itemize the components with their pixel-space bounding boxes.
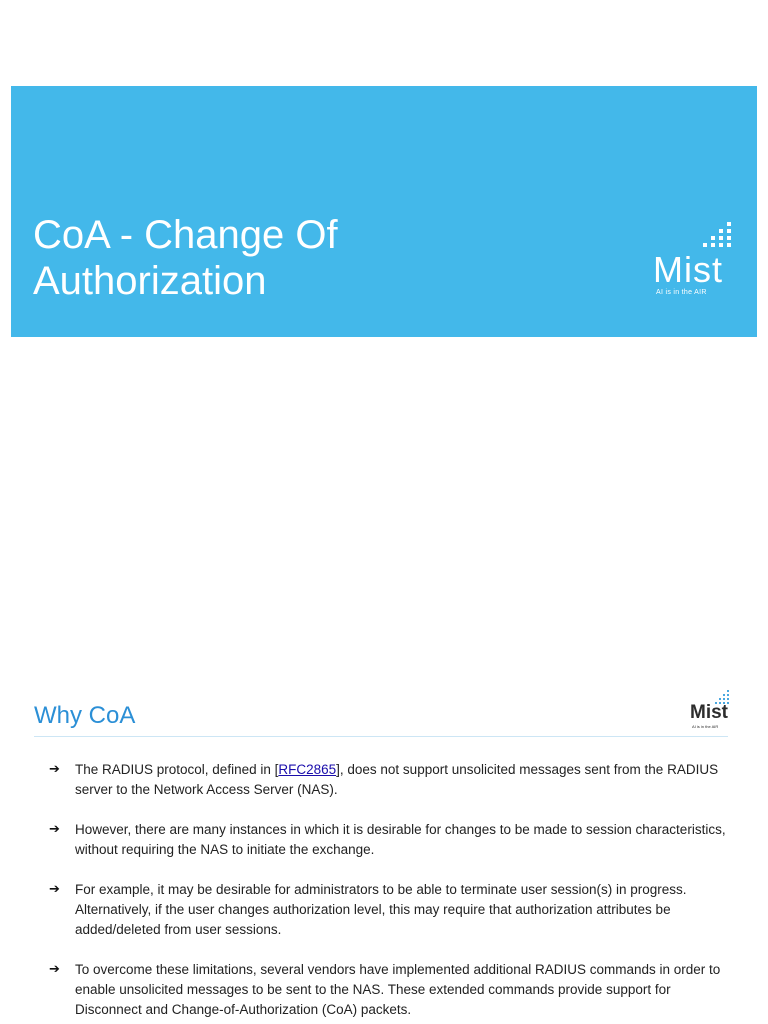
slide-title-line-1: CoA - Change Of [33,213,338,257]
arrow-right-icon: ➔ [49,762,60,777]
bullet-1-text-start: The RADIUS protocol, defined in [ [75,762,279,777]
heading-divider [34,736,728,737]
arrow-right-icon: ➔ [49,882,60,897]
bullet-item [46,960,726,1020]
arrow-right-icon: ➔ [49,962,60,977]
slide-title-line-2: Authorization [33,259,267,303]
bullet-4-text: To overcome these limitations, several vendors have implemented additional RADIUS commands in order to enable unsolicited messages to be sent to the NAS. These extended commands provide support for Disconnect and Change-of-Authorization (CoA) packets. [75,962,721,1017]
bullet-2-text: However, there are many instances in which it is desirable for changes to be made to session characteristics, without requiring the NAS to initiate the exchange. [75,822,726,857]
mist-logo-wordmark: Mist [653,249,723,290]
bullet-item [46,880,726,940]
bullet-list [46,760,726,1020]
mist-logo-small-wordmark: Mist [690,702,728,723]
rfc2865-link[interactable]: RFC2865 [278,762,337,777]
bullet-item [46,760,726,800]
mist-logo-small-tagline: AI is in the AIR [692,724,719,729]
mist-logo-tagline: AI is in the AIR [656,289,707,296]
arrow-right-icon: ➔ [49,822,60,837]
title-banner [11,86,757,337]
mist-logo-small [688,690,732,734]
mist-logo [643,222,733,302]
bullet-3-text: For example, it may be desirable for administrators to be able to terminate user session(s) in progress. Alternatively, if the user changes authorization level, this may require that authorization attributes be added/deleted from user sessions. [75,882,687,937]
section-heading: Why CoA [34,702,136,729]
bullet-item [46,820,726,860]
slide-title [33,212,338,304]
bullet-1-text-end: ], does not support unsolicited messages sent from the RADIUS server to the Network Access Server (NAS). [75,762,719,797]
